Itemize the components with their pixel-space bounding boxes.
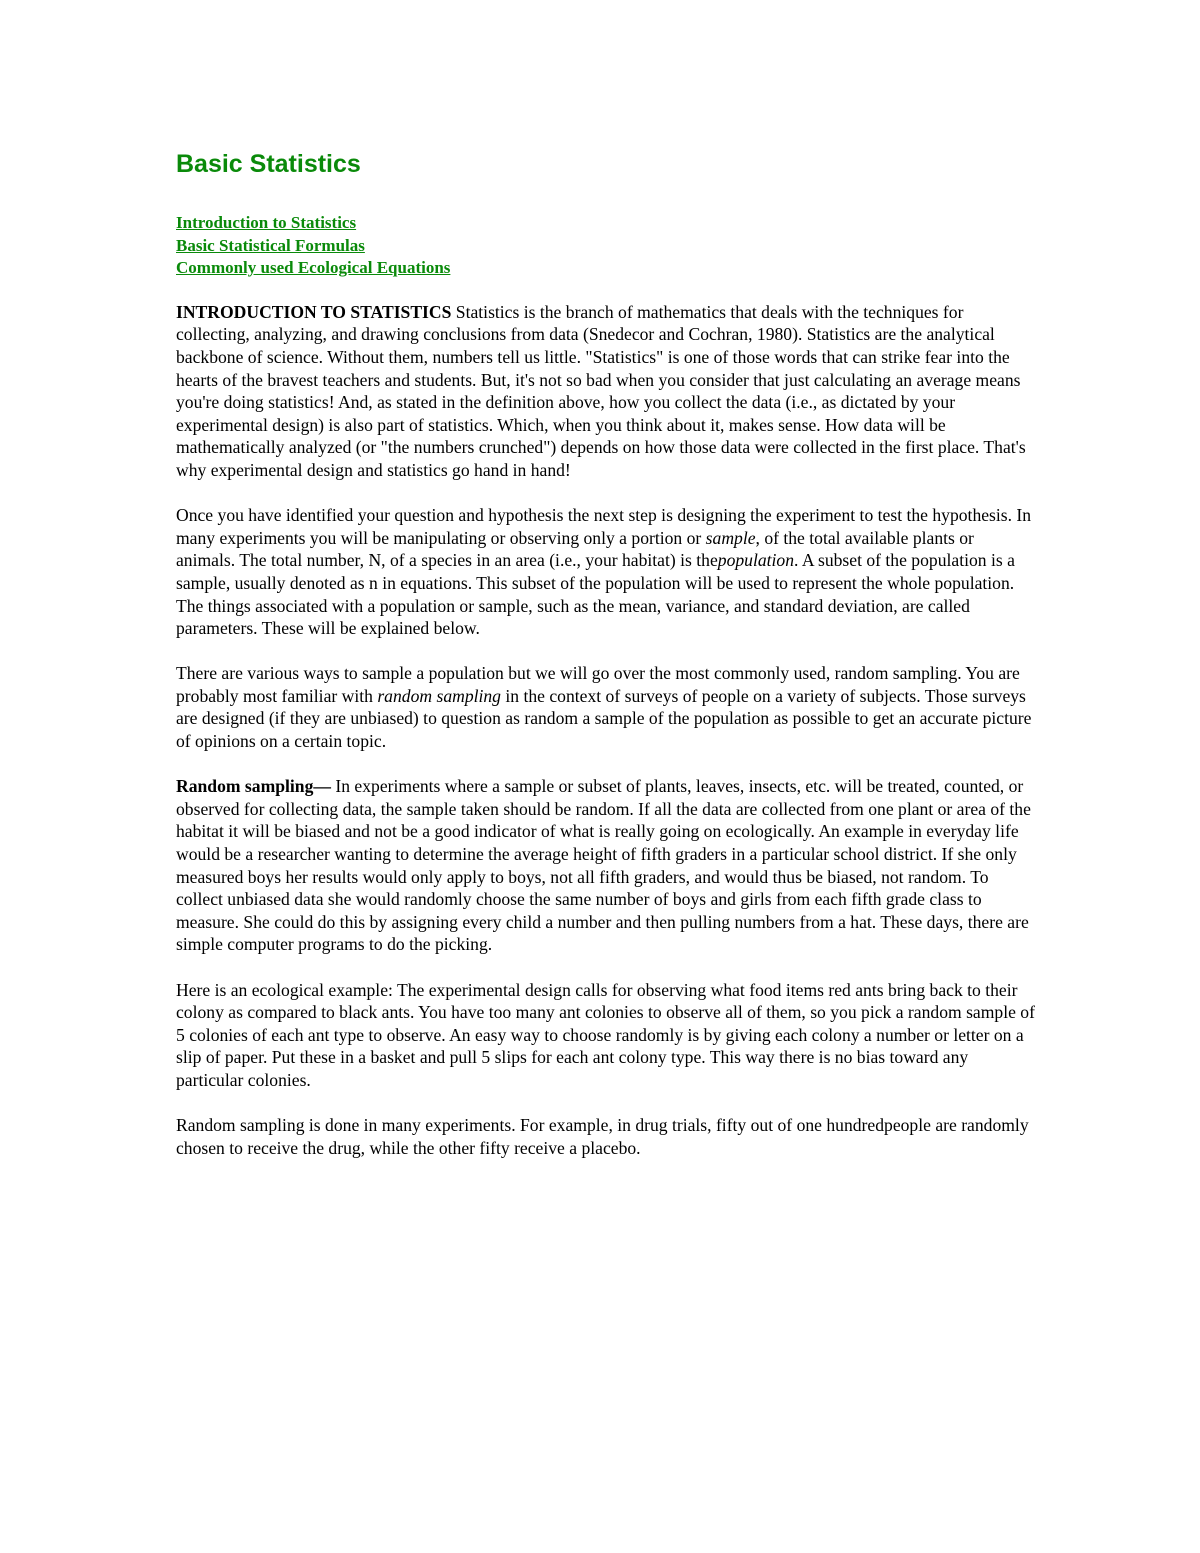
paragraph-drug-trials: Random sampling is done in many experiments. For example, in drug trials, fifty out of one hundredpeople are randomly chosen to receive the drug, while the other fifty receive a placebo. xyxy=(176,1115,1029,1158)
paragraph-text: . A subset of the population is a sample, usually denoted as n in equations. This subset of the population will be used to represent the whole population. The things associated with a population or sample, such as the mean, variance, and standard deviation, are called parameters. These will be explained below. xyxy=(176,550,1015,639)
toc-link-formulas[interactable]: Basic Statistical Formulas xyxy=(176,235,365,255)
paragraph-ecological-example: Here is an ecological example: The experimental design calls for observing what food items red ants bring back to their colony as compared to black ants. You have too many ant colonies to observe all of them, so you pick a random sample of 5 colonies of each ant type to observe. An easy way to choose randomly is by giving each colony a number or letter on a slip of paper. Put these in a basket and pull 5 slips for each ant colony type. This way there is no bias toward any particular colonies. xyxy=(176,979,1035,1090)
paragraph-population xyxy=(176,504,1036,640)
document-page xyxy=(176,148,1036,1182)
paragraph-text: Statistics is the branch of mathematics that deals with the techniques for collecting, analyzing, and drawing conclusions from data (Snedecor and Cochran, 1980). Statistics are the analytical backbone of science. Without them, numbers tell us little. "Statistics" is one of those words that can strike fear into the hearts of the bravest teachers and students. But, it's not so bad when you consider that just calculating an average means you're doing statistics! And, as stated in the definition above, how you collect the data (i.e., as dictated by your experimental design) is also part of statistics. Which, when you think about it, makes sense. How data will be mathematically analyzed (or "the numbers crunched") depends on how those data were collected in the first place. That's why experimental design and statistics go hand in hand! xyxy=(176,301,1026,480)
emphasis-population: population xyxy=(717,550,795,571)
section-heading-random-sampling: Random sampling— xyxy=(176,776,331,797)
paragraph-text: There are various ways to sample a population but we will go over the most commonly used, random sampling. You are probably most familiar with xyxy=(176,663,1020,706)
emphasis-sample: sample xyxy=(705,527,756,548)
paragraph-text: In experiments where a sample or subset of plants, leaves, insects, etc. will be treated, counted, or observed for collecting data, the sample taken should be random. If all the data are collected from one plant or area of the habitat it will be biased and not be a good indicator of what is really going on ecologically. An example in everyday life would be a researcher wanting to determine the average height of fifth graders in a particular school district. If she only measured boys her results would only apply to boys, not all fifth graders, and would thus be biased, not random. To collect unbiased data she would randomly choose the same number of boys and girls from each fifth grade class to measure. She could do this by assigning every child a number and then pulling numbers from a hat. These days, there are simple computer programs to do the picking. xyxy=(176,776,1031,955)
paragraph-random-sampling xyxy=(176,775,1036,956)
paragraph-sampling-methods xyxy=(176,662,1036,752)
table-of-contents xyxy=(176,212,1036,280)
page-title: Basic Statistics xyxy=(176,150,361,178)
paragraph-text: Once you have identified your question and hypothesis the next step is designing the experiment to test the hypothesis. In many experiments you will be manipulating or observing only a portion or xyxy=(176,505,1032,548)
paragraph-introduction xyxy=(176,301,1036,482)
toc-link-introduction[interactable]: Introduction to Statistics xyxy=(176,213,357,232)
paragraph-text: in the context of surveys of people on a variety of subjects. Those surveys are designed (if they are unbiased) to question as random a sample of the population as possible to get an accurate picture of opinions on a certain topic. xyxy=(176,685,1032,752)
toc-link-ecological-equations[interactable]: Commonly used Ecological Equations xyxy=(176,258,451,278)
section-heading-introduction: INTRODUCTION TO STATISTICS xyxy=(176,301,452,322)
emphasis-random-sampling: random sampling xyxy=(377,685,501,706)
paragraph-text: , of the total available plants or animals. The total number, N, of a species in an area (i.e., your habitat) is the xyxy=(176,527,974,571)
